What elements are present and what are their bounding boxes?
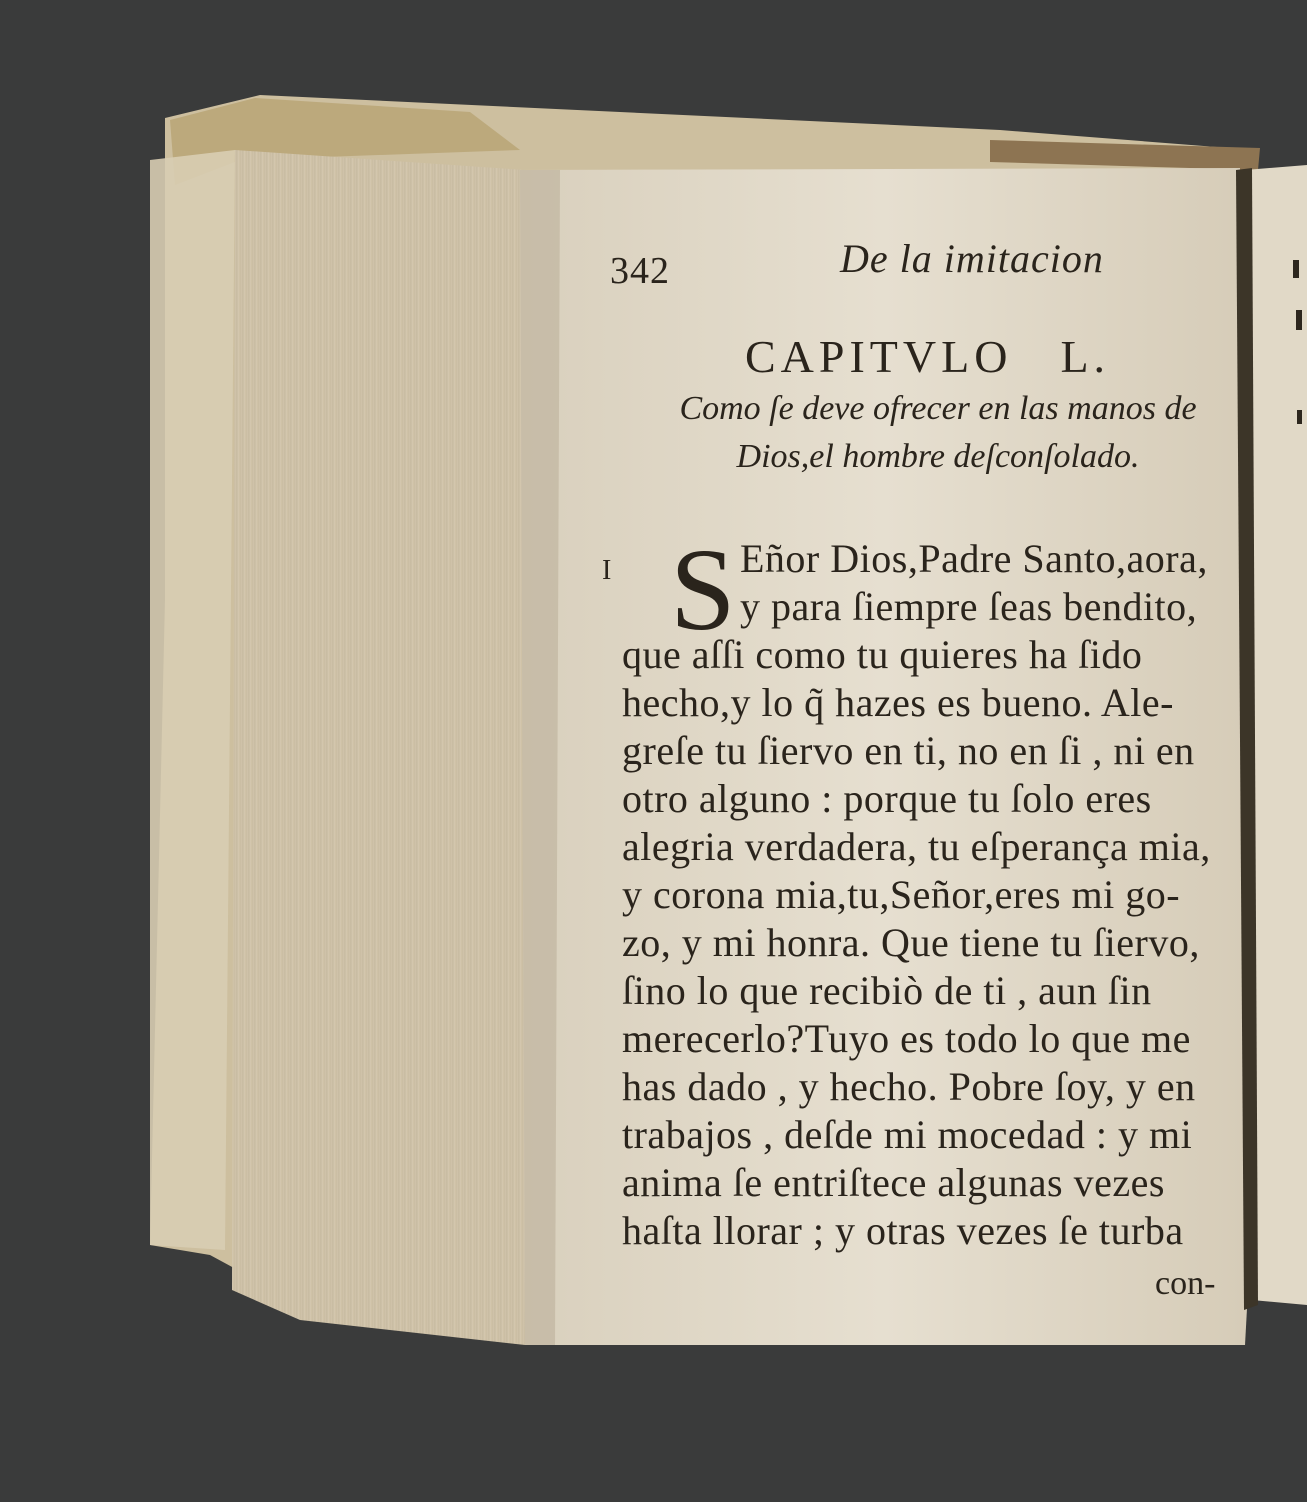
text-line: haſta llorar ; y otras vezes ſe turba <box>622 1208 1184 1253</box>
chapter-heading <box>745 330 1110 383</box>
text-line: ſino lo que recibiò de ti , aun ſin <box>622 968 1152 1013</box>
catchword: con- <box>1155 1265 1216 1302</box>
text-line: que aſſi como tu quieres ha ſido <box>622 632 1143 677</box>
text-line: zo, y mi honra. Que tiene tu ſiervo, <box>622 920 1200 965</box>
page-number: 342 <box>610 250 670 292</box>
chapter-label: CAPITVLO <box>745 331 1013 382</box>
running-head <box>600 225 1240 292</box>
text-line: alegria verdadera, tu eſperança mia, <box>622 824 1211 869</box>
text-line: hecho,y lo q̃ hazes es bueno. Ale- <box>622 680 1174 725</box>
subtitle-line: Dios,el hombre deſconſolado. <box>736 438 1140 475</box>
chapter-subtitle <box>618 385 1258 481</box>
text-line: anima ſe entriſtece algunas vezes <box>622 1160 1165 1205</box>
text-line: y para ſiempre ſeas bendito, <box>740 584 1198 629</box>
text-line: has dado , y hecho. Pobre ſoy, y en <box>622 1064 1196 1109</box>
text-line: merecerlo?Tuyo es todo lo que me <box>622 1016 1191 1061</box>
running-title: De la imitacion <box>840 236 1104 281</box>
chapter-number: L. <box>1060 331 1111 382</box>
verse-number: I <box>602 555 612 586</box>
text-line: greſe tu ſiervo en ti, no en ſi , ni en <box>622 728 1195 773</box>
subtitle-line: Como ſe deve ofrecer en las manos de <box>679 390 1197 427</box>
text-line: otro alguno : porque tu ſolo eres <box>622 776 1152 821</box>
drop-cap: S <box>670 524 736 655</box>
text-line: trabajos , deſde mi mocedad : y mi <box>622 1112 1193 1157</box>
cover-left <box>150 150 235 1250</box>
page-shadow <box>520 170 560 1345</box>
text-line: Eñor Dios,Padre Santo,aora, <box>740 536 1208 581</box>
text-line: y corona mia,tu,Señor,eres mi go- <box>622 872 1181 917</box>
page-block-edge <box>232 150 525 1345</box>
